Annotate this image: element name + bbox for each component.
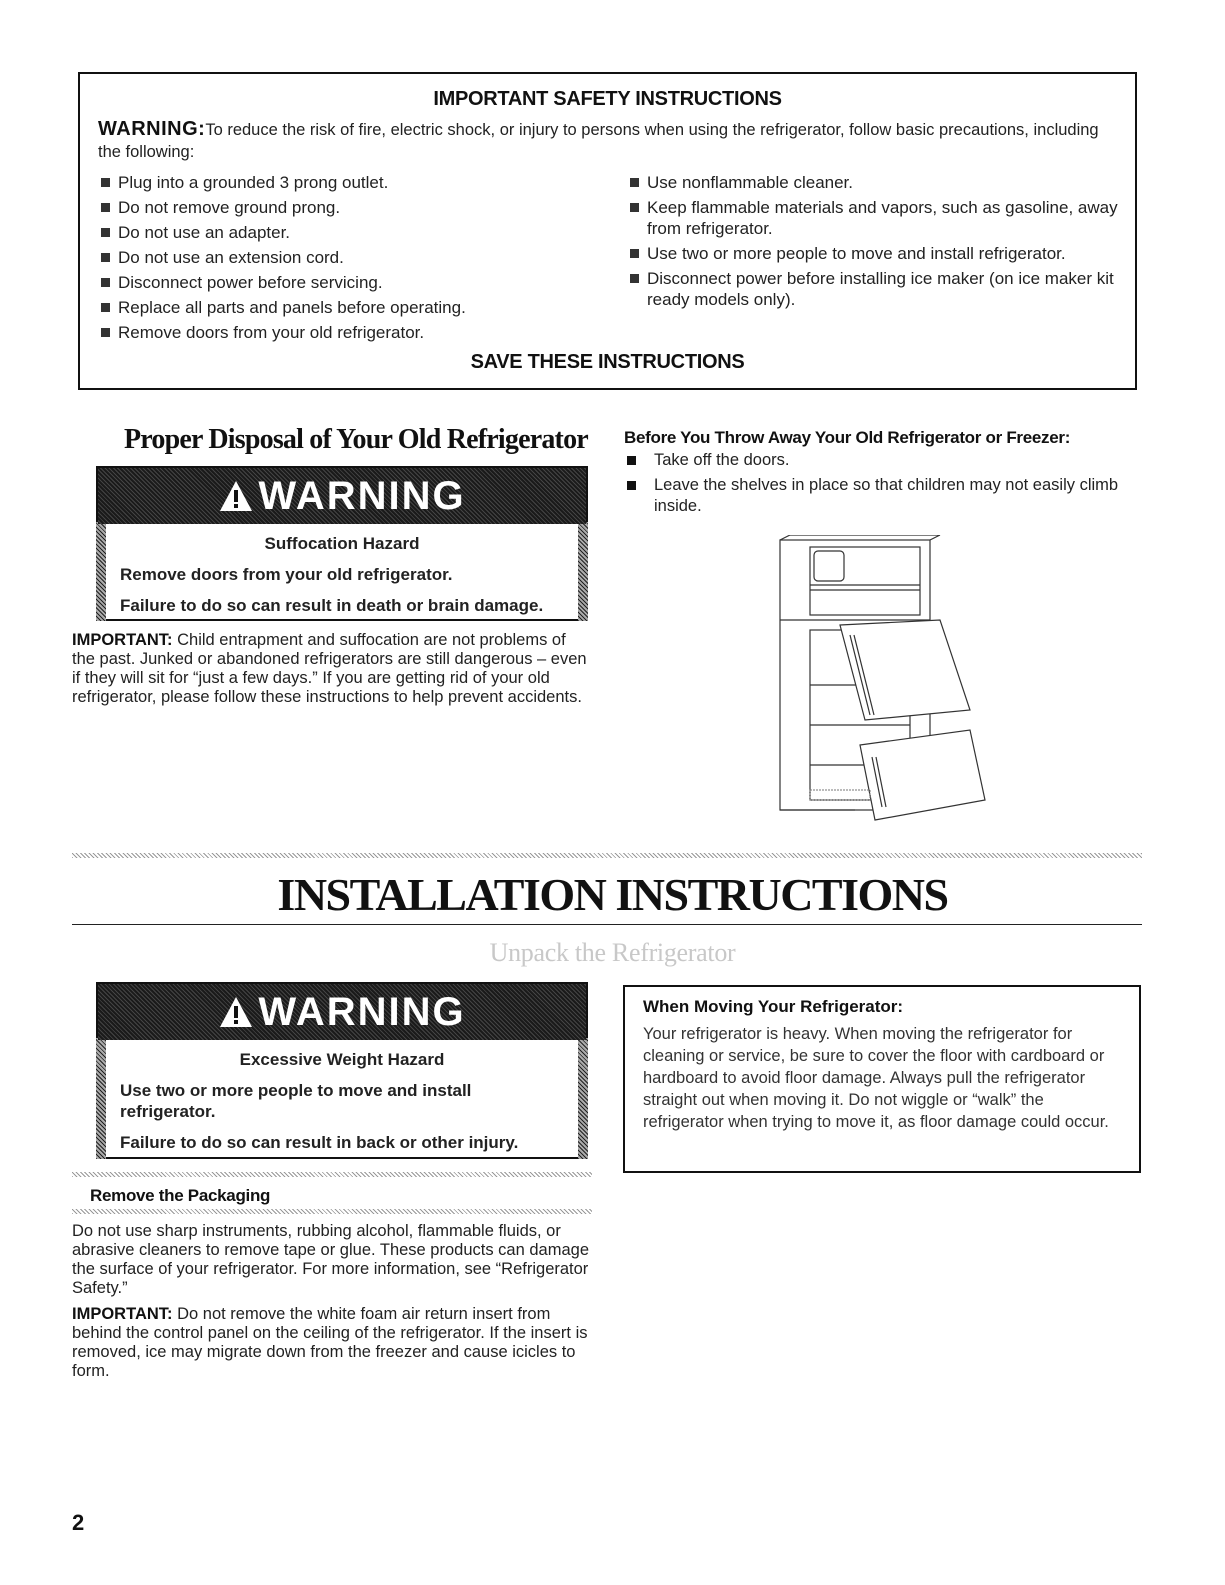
warning-label: WARNING: [258, 989, 466, 1034]
warning-triangle-icon: [218, 479, 254, 513]
warning-word: WARNING:: [98, 118, 206, 140]
packaging-important: IMPORTANT: Do not remove the white foam air return insert from behind the control panel on the ceiling of the refrigerator. If the insert is removed, ice may migrate down from the freezer and cause icicles to form.: [72, 1305, 588, 1380]
safety-title: IMPORTANT SAFETY INSTRUCTIONS: [433, 88, 782, 110]
save-instructions: SAVE THESE INSTRUCTIONS: [470, 351, 745, 373]
packaging-divider-bottom: [72, 1209, 592, 1214]
disposal-important: IMPORTANT: Child entrapment and suffocation are not problems of the past. Junked or abandoned refrigerators are still dangerous – even if they will sit for “just a few days.” If you are getting rid of your old refrigerator, please follow these instructions to help prevent accidents.: [72, 631, 587, 706]
list-item: Disconnect power before installing ice maker (on ice maker kit ready models only).: [627, 268, 1127, 310]
warning-banner: [98, 984, 586, 1040]
packaging-heading: Remove the Packaging: [90, 1186, 271, 1205]
list-item: Take off the doors.: [624, 450, 1124, 471]
list-item: Use nonflammable cleaner.: [627, 172, 1127, 193]
warning-line: Failure to do so can result in death or brain damage.: [120, 596, 544, 615]
safety-list-left: [98, 172, 568, 347]
weight-warning-panel: [96, 982, 588, 1159]
moving-text: Your refrigerator is heavy. When moving the refrigerator for cleaning or service, be sure to cover the floor with cardboard or hardboard to avoid floor damage. Always pull the refrigerator straight out when moving it. Do not wiggle or “walk” the refrigerator when trying to move it, as floor damage could occur.: [643, 1025, 1109, 1131]
unpack-subtitle: Unpack the Refrigerator: [489, 938, 736, 967]
installation-title: INSTALLATION INSTRUCTIONS: [277, 869, 948, 920]
safety-list-right: [627, 172, 1127, 314]
list-item: Disconnect power before servicing.: [98, 272, 568, 293]
warning-text: To reduce the risk of fire, electric shock, or injury to persons when using the refrigerator, follow basic precautions, including the following:: [98, 121, 1099, 161]
list-item: Do not remove ground prong.: [98, 197, 568, 218]
hazard-title: Suffocation Hazard: [264, 534, 420, 553]
refrigerator-doors-removed-illustration: [770, 535, 990, 830]
title-underline: [72, 924, 1142, 925]
warning-banner: [98, 468, 586, 524]
list-item: Replace all parts and panels before operating.: [98, 297, 568, 318]
warning-line: Remove doors from your old refrigerator.: [120, 565, 453, 584]
section-divider: [72, 853, 1142, 858]
list-item: Use two or more people to move and install refrigerator.: [627, 243, 1127, 264]
suffocation-warning-panel: [96, 466, 588, 621]
safety-instructions-box: [78, 72, 1137, 390]
moving-refrigerator-box: [623, 985, 1141, 1173]
list-item: Do not use an extension cord.: [98, 247, 568, 268]
warning-line: Failure to do so can result in back or other injury.: [120, 1133, 519, 1152]
warning-triangle-icon: [218, 995, 254, 1029]
list-item: Remove doors from your old refrigerator.: [98, 322, 568, 343]
warning-label: WARNING: [258, 473, 466, 518]
before-list: [624, 450, 1124, 521]
before-throw-heading: Before You Throw Away Your Old Refrigerator or Freezer:: [624, 428, 1071, 447]
disposal-heading: Proper Disposal of Your Old Refrigerator: [124, 424, 588, 455]
list-item: Keep flammable materials and vapors, such as gasoline, away from refrigerator.: [627, 197, 1127, 239]
list-item: Do not use an adapter.: [98, 222, 568, 243]
warning-line: Use two or more people to move and install refrigerator.: [120, 1081, 472, 1121]
page-number: 2: [72, 1510, 85, 1535]
packaging-divider-top: [72, 1172, 592, 1177]
list-item: Plug into a grounded 3 prong outlet.: [98, 172, 568, 193]
safety-warning: [98, 118, 1117, 163]
packaging-text: Do not use sharp instruments, rubbing alcohol, flammable fluids, or abrasive cleaners to remove tape or glue. These products can damage the surface of your refrigerator. For more information, see “Refrigerator Safety.”: [72, 1222, 589, 1297]
list-item: Leave the shelves in place so that children may not easily climb inside.: [624, 475, 1124, 517]
hazard-title: Excessive Weight Hazard: [239, 1050, 445, 1069]
moving-title: When Moving Your Refrigerator:: [643, 997, 904, 1016]
